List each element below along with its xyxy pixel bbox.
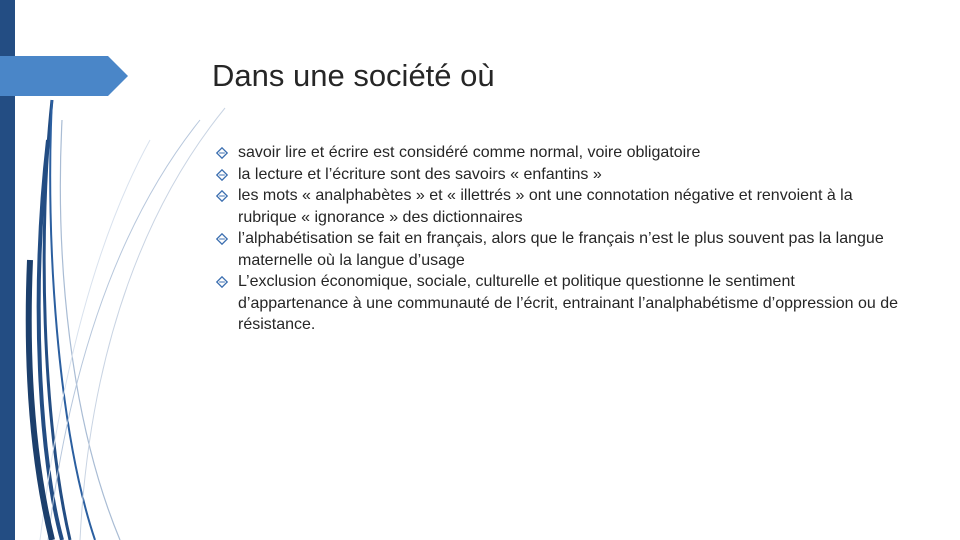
title-arrow-shape: [0, 56, 130, 96]
slide-title: Dans une société où: [212, 58, 495, 93]
bullet-item: [216, 228, 906, 271]
bullet-list: [216, 142, 906, 336]
diamond-outline-icon: [216, 190, 228, 202]
bullet-item: [216, 164, 906, 186]
bullet-text: l’alphabétisation se fait en français, alors que le français n’est le plus souvent pas la langue maternelle où la langue d’usage: [238, 230, 884, 269]
diamond-outline-icon: [216, 276, 228, 288]
bullet-text: les mots « analphabètes » et « illettrés » ont une connotation négative et renvoient à la rubrique « ignorance » des dictionnaires: [238, 187, 853, 226]
bullet-text: savoir lire et écrire est considéré comme normal, voire obligatoire: [238, 144, 701, 161]
diamond-outline-icon: [216, 147, 228, 159]
bullet-item: [216, 142, 906, 164]
diamond-outline-icon: [216, 233, 228, 245]
bullet-text: la lecture et l’écriture sont des savoirs « enfantins »: [238, 165, 602, 183]
bullet-text: L’exclusion économique, sociale, culturelle et politique questionne le sentiment d’appartenance à une communauté de l’écrit, entrainant l’analphabétisme d’oppression ou de résistance.: [238, 273, 898, 333]
diamond-outline-icon: [216, 169, 228, 181]
bullet-item: [216, 271, 906, 336]
bullet-item: [216, 185, 906, 228]
